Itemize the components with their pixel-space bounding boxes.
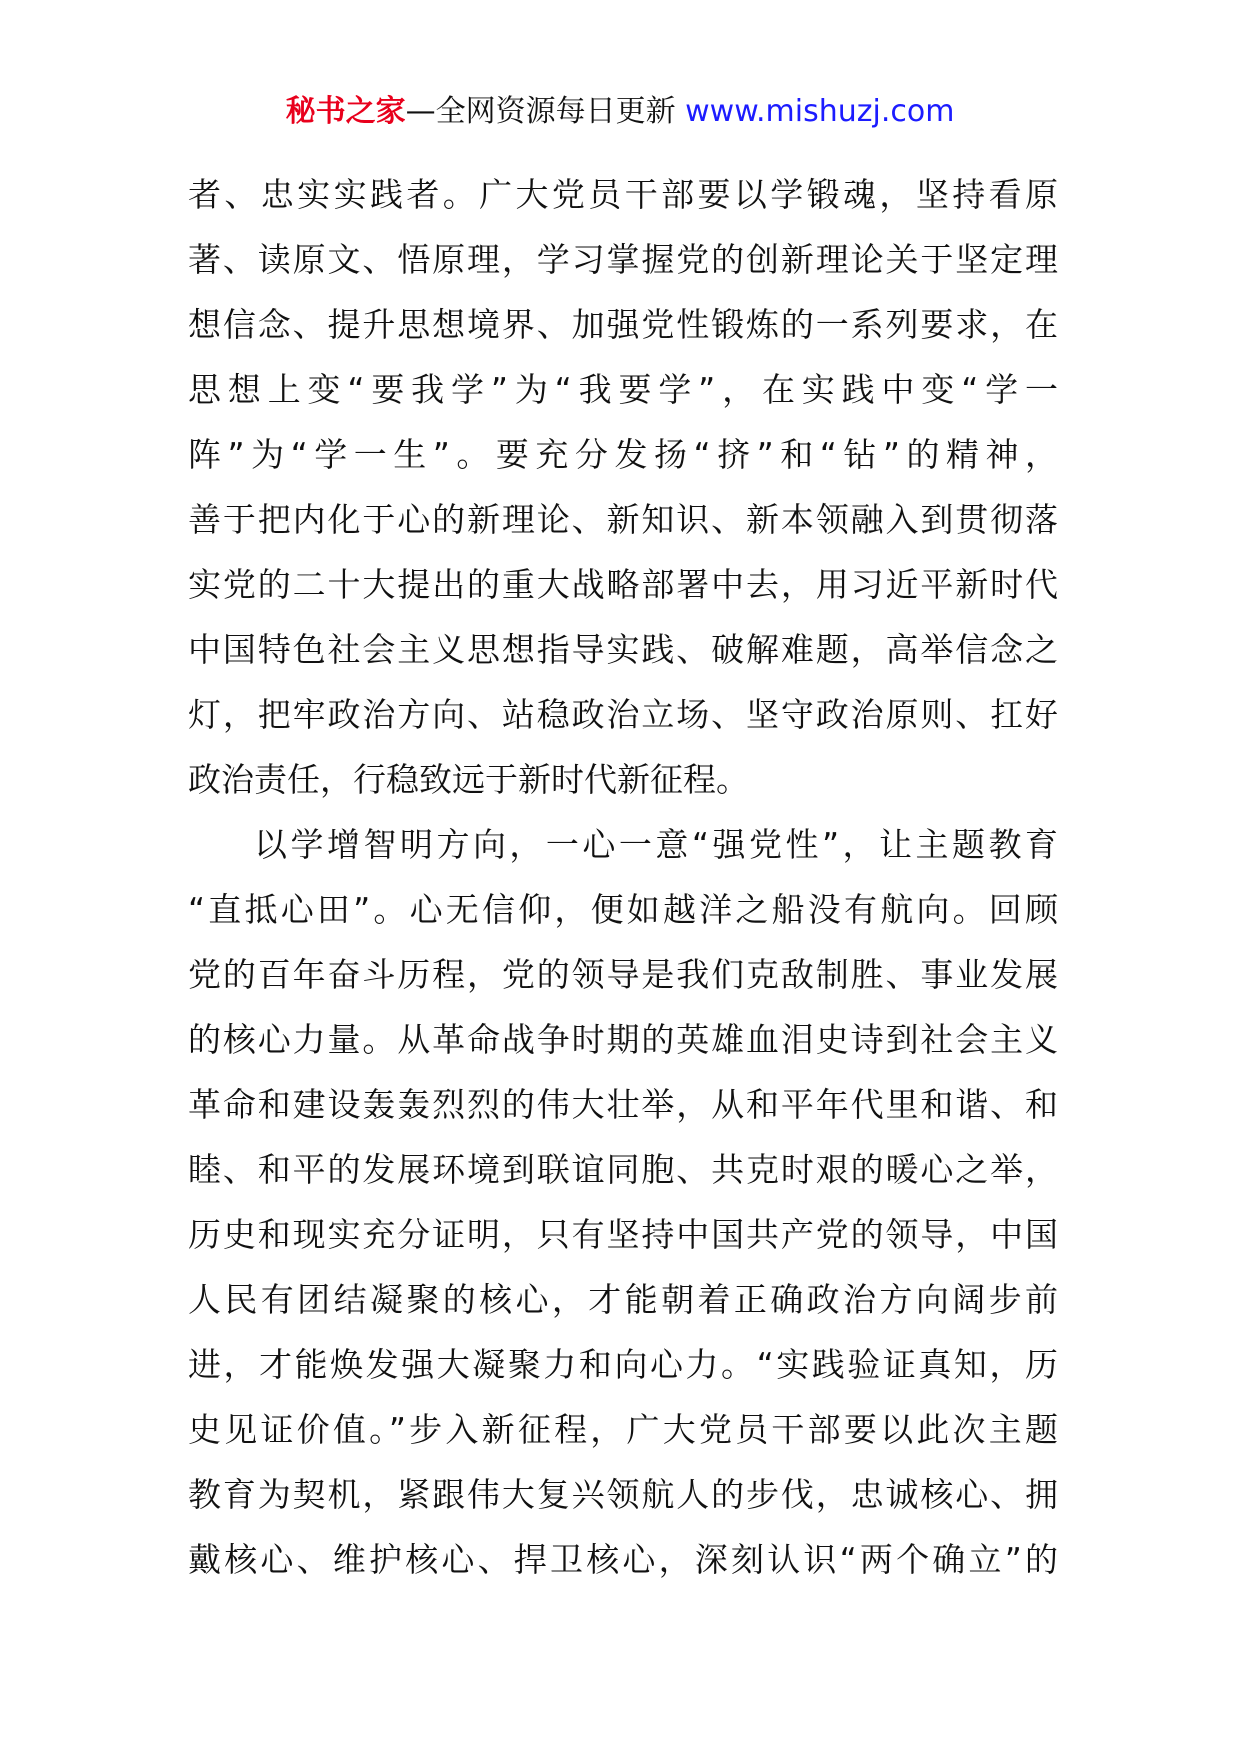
text-line: 善于把内化于心的新理论、新知识、新本领融入到贯彻落 [188, 500, 1058, 539]
website-link[interactable]: www.mishuzj.com [685, 94, 955, 129]
text-line: 革命和建设轰轰烈烈的伟大壮举，从和平年代里和谐、和 [188, 1085, 1058, 1124]
text-line: 中国特色社会主义思想指导实践、破解难题，高举信念之 [188, 630, 1058, 669]
text-line: 戴核心、维护核心、捍卫核心，深刻认识“两个确立”的 [188, 1540, 1058, 1579]
text-line: 党的百年奋斗历程，党的领导是我们克敌制胜、事业发展 [188, 955, 1058, 994]
text-line: 人民有团结凝聚的核心，才能朝着正确政治方向阔步前 [188, 1280, 1058, 1319]
text-line: 想信念、提升思想境界、加强党性锻炼的一系列要求，在 [188, 305, 1058, 344]
text-line: 实党的二十大提出的重大战略部署中去，用习近平新时代 [188, 565, 1058, 604]
text-line: 政治责任，行稳致远于新时代新征程。 [188, 760, 749, 799]
brand-name: 秘书之家 [285, 94, 406, 129]
text-line: 著、读原文、悟原理，学习掌握党的创新理论关于坚定理 [188, 240, 1058, 279]
paragraph-1 [188, 162, 1058, 812]
text-line: 思想上变“要我学”为“我要学”，在实践中变“学一 [188, 370, 1058, 409]
text-line: 史见证价值。”步入新征程，广大党员干部要以此次主题 [188, 1410, 1058, 1449]
text-line: 历史和现实充分证明，只有坚持中国共产党的领导，中国 [188, 1215, 1058, 1254]
page-header [0, 92, 1240, 132]
header-tagline: —全网资源每日更新 [405, 94, 676, 129]
text-line: 以学增智明方向，一心一意“强党性”，让主题教育 [254, 825, 1058, 864]
text-line: 教育为契机，紧跟伟大复兴领航人的步伐，忠诚核心、拥 [188, 1475, 1058, 1514]
document-body [188, 162, 1058, 1592]
paragraph-2 [188, 812, 1058, 1592]
text-line: 的核心力量。从革命战争时期的英雄血泪史诗到社会主义 [188, 1020, 1058, 1059]
text-line: 进，才能焕发强大凝聚力和向心力。“实践验证真知，历 [188, 1345, 1058, 1384]
text-line: 者、忠实实践者。广大党员干部要以学锻魂，坚持看原 [188, 175, 1058, 214]
text-line: “直抵心田”。心无信仰，便如越洋之船没有航向。回顾 [188, 890, 1058, 929]
text-line: 睦、和平的发展环境到联谊同胞、共克时艰的暖心之举， [188, 1150, 1058, 1189]
text-line: 阵”为“学一生”。要充分发扬“挤”和“钻”的精神， [188, 435, 1058, 474]
text-line: 灯，把牢政治方向、站稳政治立场、坚守政治原则、扛好 [188, 695, 1058, 734]
